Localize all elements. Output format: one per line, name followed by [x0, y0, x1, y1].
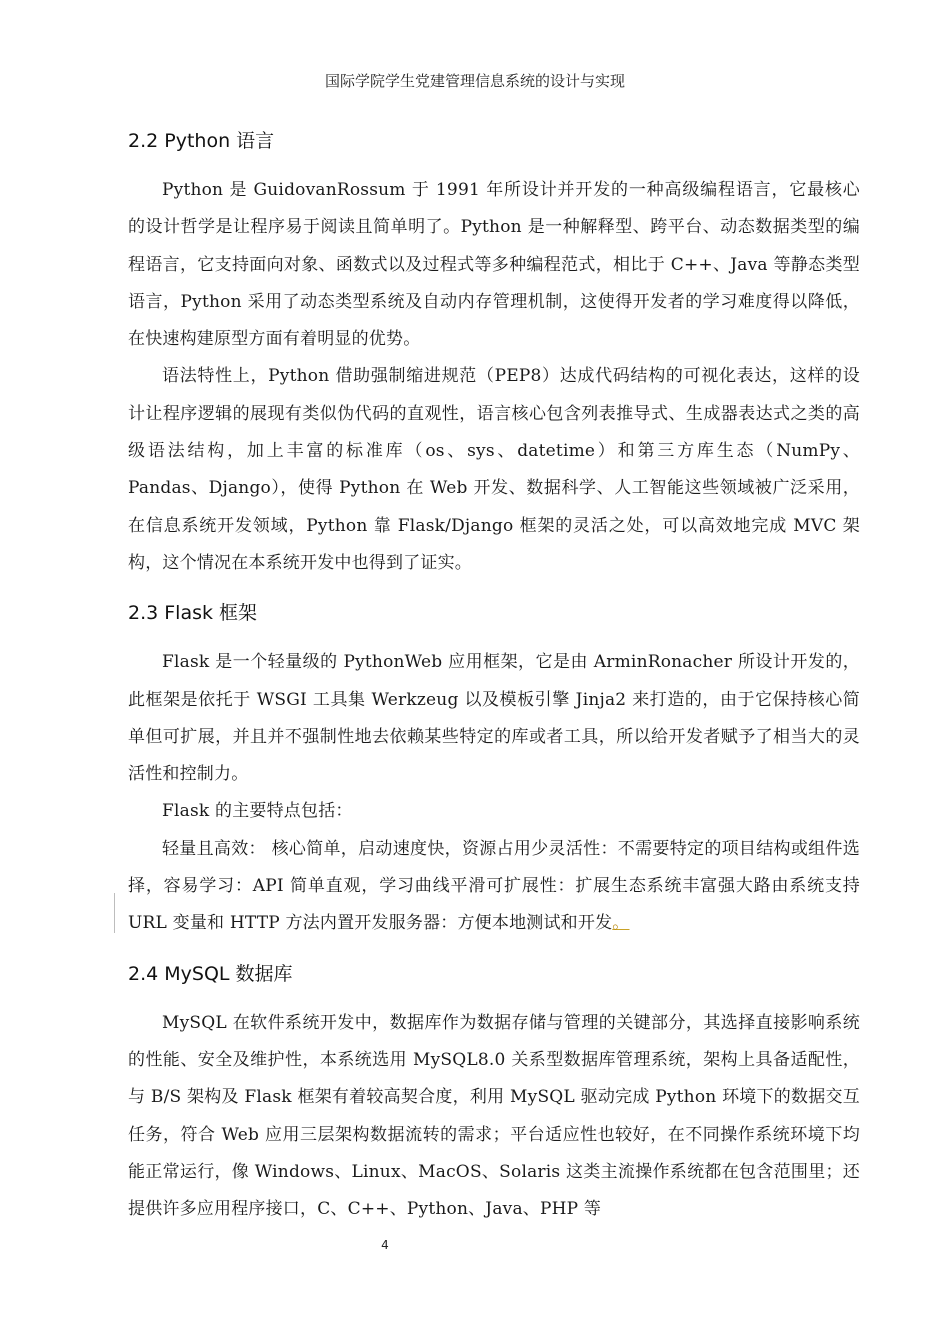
paragraph: Flask 是一个轻量级的 PythonWeb 应用框架，它是由 ArminRonacher 所设计开发的，此框架是依托于 WSGI 工具集 Werkzeug 以及模板引擎 Jinja2 来打造的，由于它保持核心简单但可扩展，并且并不强制性地去依赖某些特定的库或者工具，所以给开发者赋予了相当大的灵活性和控制力。 [128, 652, 860, 785]
section-heading: 2.2 Python 语言 [128, 130, 275, 152]
page-number: 4 [381, 1238, 389, 1252]
section-heading: 2.4 MySQL 数据库 [128, 962, 293, 985]
section-flask [128, 596, 860, 942]
section-python [128, 124, 860, 582]
section-mysql [128, 957, 860, 1229]
paragraph: MySQL 在软件系统开发中，数据库作为数据存储与管理的关键部分，其选择直接影响系统的性能、安全及维护性，本系统选用 MySQL8.0 关系型数据库管理系统，架构上具备适配性，与 B/S 架构及 Flask 框架有着较高契合度，利用 MySQL 驱动完成 Python 环境下的数据交互任务，符合 Web 应用三层架构数据流转的需求；平台适应性也较好，在不同操作系统环境下均能正常运行，像 Windows、Linux、MacOS、Solaris 这类主流操作系统都在包含范围里；还提供许多应用程序接口，C、C++、Python、Java、PHP 等 [128, 1012, 860, 1220]
running-header: 国际学院学生党建管理信息系统的设计与实现 [324, 72, 625, 90]
paragraph: Python 是 GuidovanRossum 于 1991 年所设计并开发的一种高级编程语言，它最核心的设计哲学是让程序易于阅读且简单明了。Python 是一种解释型、跨平台、动态数据类型的编程语言，它支持面向对象、函数式以及过程式等多种编程范式，相比于 C++、Java 等静态类型语言，Python 采用了动态类型系统及自动内存管理机制，这使得开发者的学习难度得以降低，在快速构建原型方面有着明显的优势。 [128, 180, 860, 350]
change-bar [114, 893, 115, 933]
tracked-insertion: 。 [612, 913, 630, 934]
paragraph [128, 831, 860, 943]
document-body [128, 124, 860, 1242]
paragraph: Flask 的主要特点包括： [162, 801, 353, 822]
paragraph-text: 轻量且高效： 核心简单，启动速度快，资源占用少灵活性：不需要特定的项目结构或组件选择，容易学习：API 简单直观，学习曲线平滑可扩展性：扩展生态系统丰富强大路由系统支持 URL 变量和 HTTP 方法内置开发服务器：方便本地测试和开发 [128, 838, 860, 934]
section-heading: 2.3 Flask 框架 [128, 602, 258, 625]
paragraph: 语法特性上，Python 借助强制缩进规范（PEP8）达成代码结构的可视化表达，这样的设计让程序逻辑的展现有类似伪代码的直观性，语言核心包含列表推导式、生成器表达式之类的高级语法结构，加上丰富的标准库（os、sys、datetime）和第三方库生态（NumPy、Pandas、Django），使得 Python 在 Web 开发、数据科学、人工智能这些领域被广泛采用，在信息系统开发领域，Python 靠 Flask/Django 框架的灵活之处，可以高效地完成 MVC 架构，这个情况在本系统开发中也得到了证实。 [128, 366, 860, 573]
